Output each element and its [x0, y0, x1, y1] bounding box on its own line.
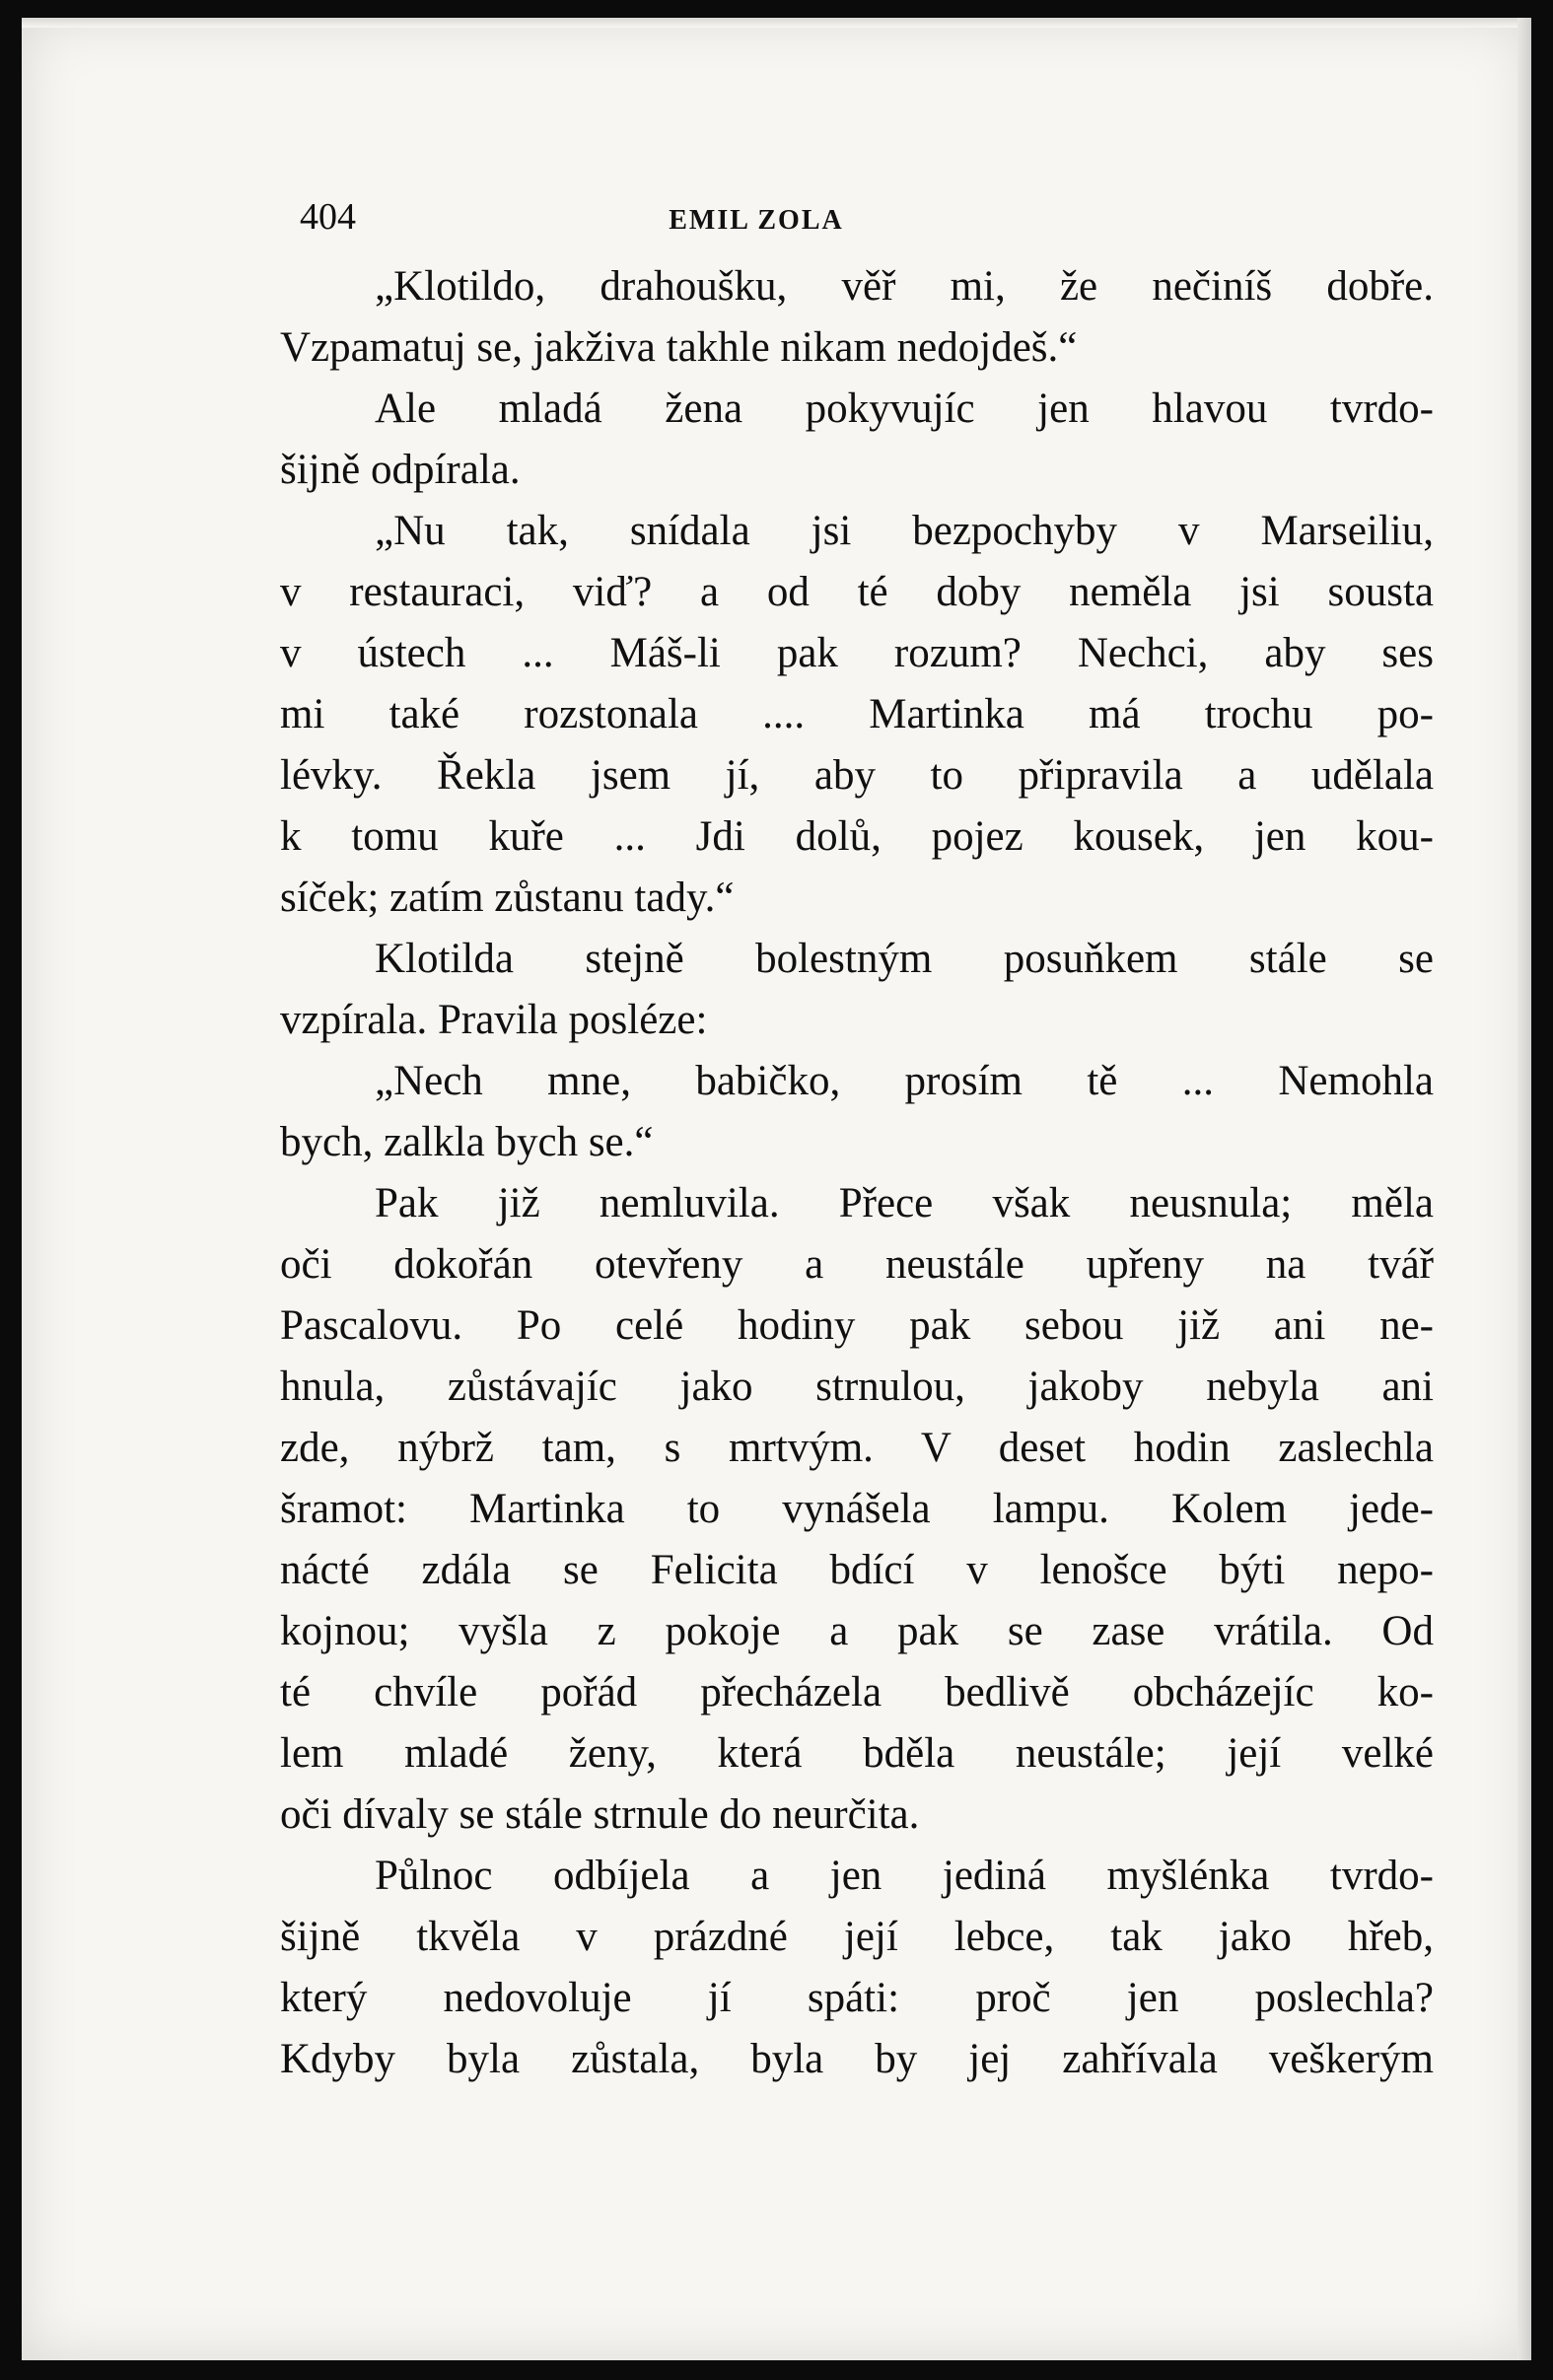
text-line: hnula, zůstávajíc jako strnulou, jakoby nebyla ani — [280, 1364, 1434, 1410]
text-line: lévky. Řekla jsem jí, aby to připravila a udělala — [280, 752, 1434, 799]
text-line: zde, nýbrž tam, s mrtvým. V deset hodin zaslechla — [280, 1425, 1434, 1471]
text-line: který nedovoluje jí spáti: proč jen poslechla? — [280, 1975, 1434, 2021]
page-header — [300, 187, 1404, 246]
text-line: oči dokořán otevřeny a neustále upřeny na tvář — [280, 1241, 1434, 1288]
text-line: nácté zdála se Felicita bdící v lenošce býti nepo- — [280, 1547, 1434, 1593]
page-right-edge — [1518, 18, 1531, 2360]
text-line: „Nu tak, snídala jsi bezpochyby v Marseiliu, — [375, 508, 1434, 554]
text-line: „Nech mne, babičko, prosím tě ... Nemohla — [375, 1058, 1434, 1104]
text-line: Pak již nemluvila. Přece však neusnula; měla — [375, 1180, 1434, 1226]
text-line: Kdyby byla zůstala, byla by jej zahřívala veškerým — [280, 2036, 1434, 2082]
text-line: mi také rozstonala .... Martinka má trochu po- — [280, 691, 1434, 737]
text-line: Klotilda stejně bolestným posuňkem stále se — [375, 936, 1434, 982]
text-line: oči dívaly se stále strnule do neurčita. — [280, 1791, 920, 1838]
text-line: bych, zalkla bych se.“ — [280, 1119, 654, 1165]
text-line: té chvíle pořád přecházela bedlivě obcházejíc ko- — [280, 1669, 1434, 1715]
text-line: lem mladé ženy, která bděla neustále; její velké — [280, 1730, 1434, 1777]
text-line: kojnou; vyšla z pokoje a pak se zase vrátila. Od — [280, 1608, 1434, 1654]
text-line: v ústech ... Máš-li pak rozum? Nechci, aby ses — [280, 630, 1434, 676]
text-line: v restauraci, viď? a od té doby neměla jsi sousta — [280, 569, 1434, 615]
text-line: Ale mladá žena pokyvujíc jen hlavou tvrdo- — [375, 385, 1434, 432]
body-text — [280, 256, 1434, 2090]
text-line: Vzpamatuj se, jakživa takhle nikam nedojdeš.“ — [280, 324, 1078, 371]
text-line: šijně tkvěla v prázdné její lebce, tak jako hřeb, — [280, 1914, 1434, 1960]
text-line: Půlnoc odbíjela a jen jediná myšlénka tvrdo- — [375, 1853, 1434, 1899]
text-line: Pascalovu. Po celé hodiny pak sebou již ani ne- — [280, 1302, 1434, 1349]
page-number: 404 — [300, 196, 356, 238]
text-line: šijně odpírala. — [280, 447, 521, 493]
text-line: vzpírala. Pravila posléze: — [280, 997, 708, 1043]
text-line: síček; zatím zůstanu tady.“ — [280, 875, 735, 921]
running-title: EMIL ZOLA — [669, 205, 844, 236]
page-top-edge — [22, 18, 1531, 28]
text-line: šramot: Martinka to vynášela lampu. Kolem jede- — [280, 1486, 1434, 1532]
text-line: „Klotildo, drahoušku, věř mi, že nečiníš dobře. — [375, 263, 1434, 310]
text-line: k tomu kuře ... Jdi dolů, pojez kousek, jen kou- — [280, 813, 1434, 860]
